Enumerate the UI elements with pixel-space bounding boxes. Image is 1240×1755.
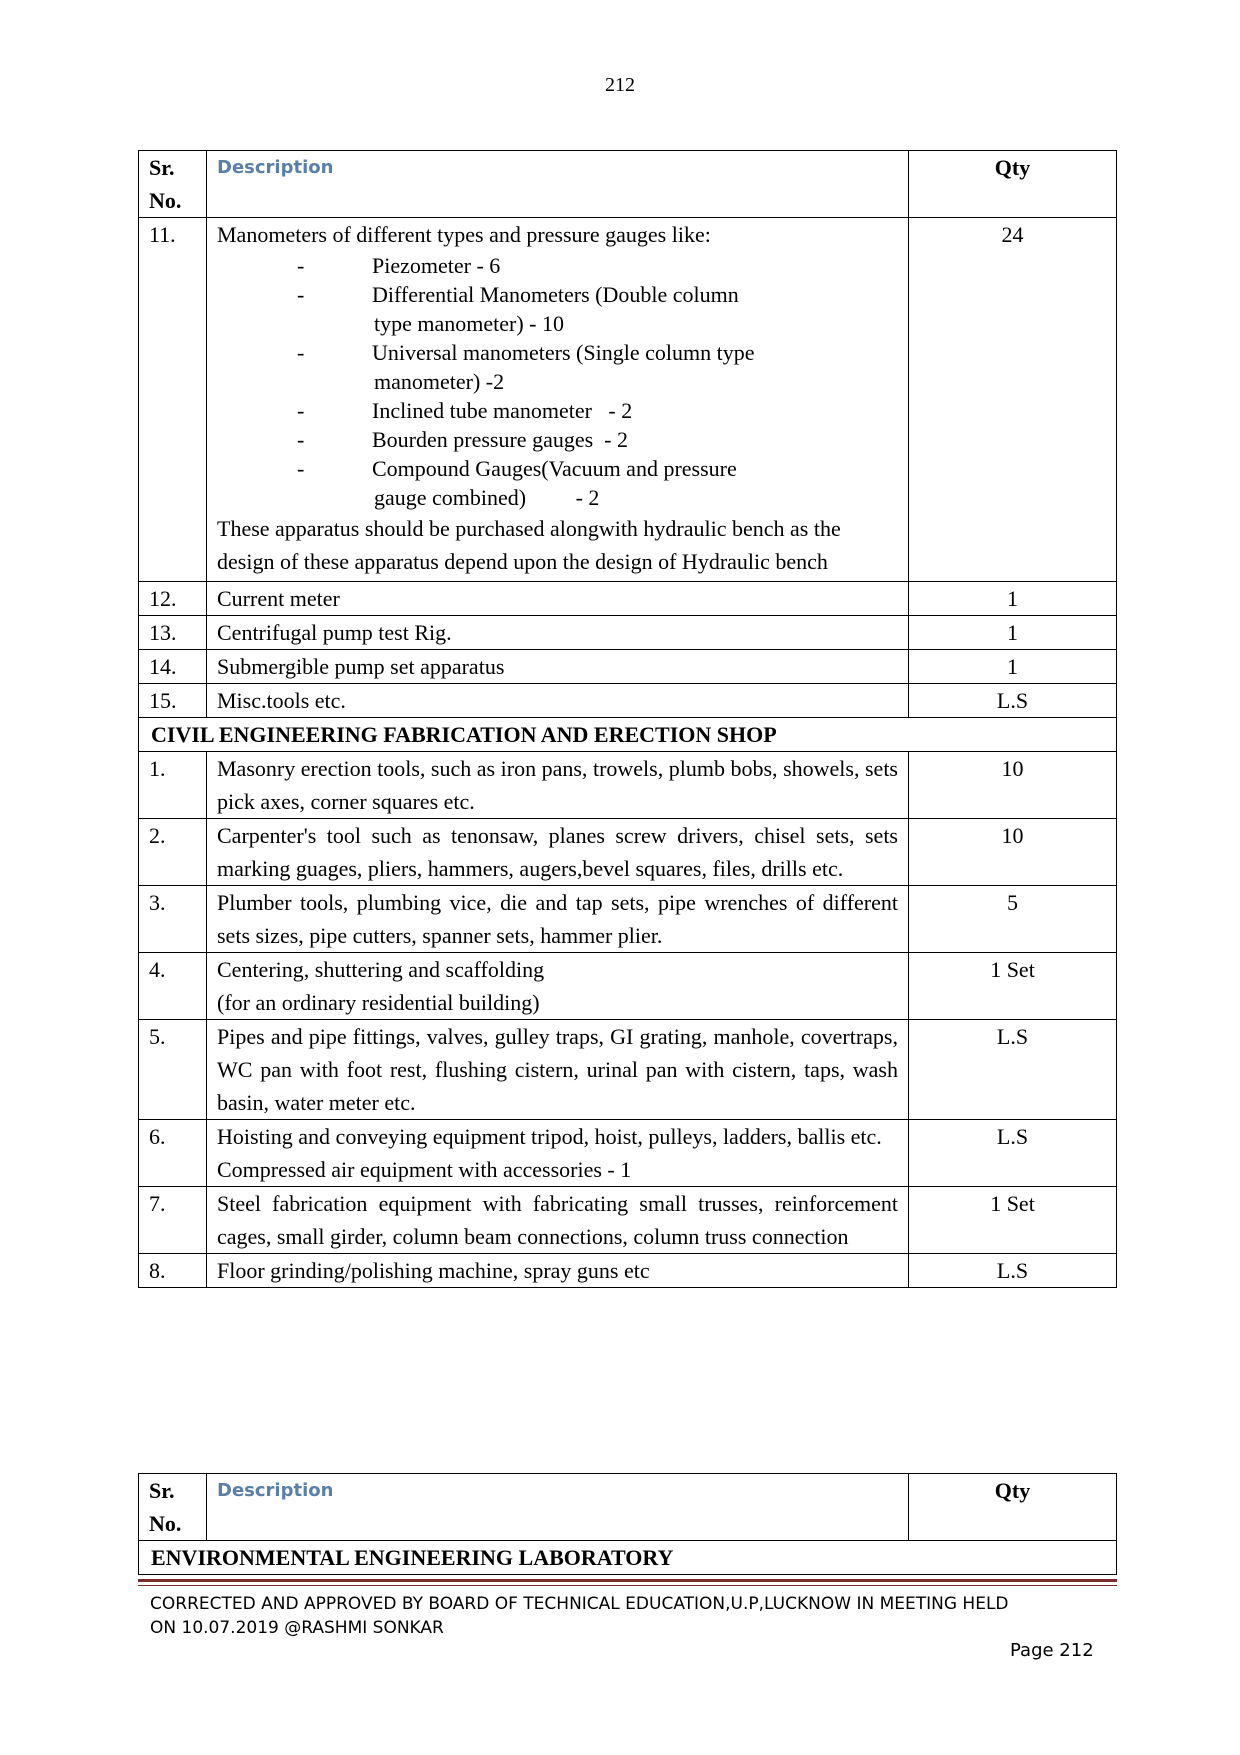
row-qty: 1 [909,650,1117,684]
row-description-line: Centering, shuttering and scaffolding [217,957,545,982]
row-sr: 8. [139,1254,207,1288]
header-description: Description [207,1474,909,1541]
row-sr: 12. [139,582,207,616]
item-intro: Manometers of different types and pressure gauges like: [217,222,711,247]
page-number-bottom: Page 212 [1010,1640,1094,1661]
section-header-row [139,1541,1117,1575]
sub-item: - Differential Manometers (Double column [297,282,739,307]
footer-rule-thin [138,1585,1117,1586]
equipment-table [138,150,1117,1288]
row-description [207,1120,909,1187]
row-qty: L.S [909,1020,1117,1120]
sub-item-continuation: type manometer) - 10 [374,311,564,336]
table-header-row [139,1474,1117,1541]
row-sr: 7. [139,1187,207,1254]
table-row [139,218,1117,582]
footer-approval-note [150,1592,1100,1640]
row-description [207,953,909,1020]
row-sr: 1. [139,752,207,819]
sub-item: - Bourden pressure gauges - 2 [297,427,628,452]
sub-item: - Inclined tube manometer - 2 [297,398,633,423]
row-description: Plumber tools, plumbing vice, die and tap sets, pipe wrenches of different sets sizes, pipe cutters, spanner sets, hammer plier. [207,886,909,953]
row-qty: 1 Set [909,953,1117,1020]
row-description: Misc.tools etc. [207,684,909,718]
table-row [139,650,1117,684]
row-description-line: Hoisting and conveying equipment tripod, hoist, pulleys, ladders, ballis etc. [217,1124,882,1149]
header-sr-no: Sr. No. [139,1474,207,1541]
row-qty: L.S [909,684,1117,718]
footer-line: ON 10.07.2019 @RASHMI SONKAR [150,1618,444,1638]
row-qty: 5 [909,886,1117,953]
section-header-row [139,718,1117,752]
row-qty: 10 [909,752,1117,819]
page-number-top: 212 [605,74,635,96]
row-description: Floor grinding/polishing machine, spray guns etc [207,1254,909,1288]
header-qty: Qty [909,1474,1117,1541]
row-sr: 2. [139,819,207,886]
row-description: Steel fabrication equipment with fabricating small trusses, reinforcement cages, small girder, column beam connections, column truss connection [207,1187,909,1254]
row-sr: 13. [139,616,207,650]
row-qty: 10 [909,819,1117,886]
row-description: Current meter [207,582,909,616]
table-header-row [139,151,1117,218]
row-sr: 11. [139,218,207,582]
row-description: Pipes and pipe fittings, valves, gulley traps, GI grating, manhole, covertraps, WC pan with foot rest, flushing cistern, urinal pan with cistern, taps, wash basin, water meter etc. [207,1020,909,1120]
table-row [139,886,1117,953]
sub-item: - Piezometer - 6 [297,253,501,278]
header-qty: Qty [909,151,1117,218]
header-sr-no: Sr. No. [139,151,207,218]
environmental-table [138,1473,1117,1575]
table-row [139,752,1117,819]
row-qty: 24 [909,218,1117,582]
table-row [139,684,1117,718]
footer-line: CORRECTED AND APPROVED BY BOARD OF TECHNICAL EDUCATION,U.P,LUCKNOW IN MEETING HELD [150,1594,1009,1614]
sub-item: - Universal manometers (Single column type [297,340,755,365]
row-description [207,218,909,582]
sub-item: - Compound Gauges(Vacuum and pressure [297,456,737,481]
table-row [139,819,1117,886]
row-qty: 1 [909,582,1117,616]
row-qty: L.S [909,1120,1117,1187]
sub-item-continuation: manometer) -2 [374,369,505,394]
row-description-line: (for an ordinary residential building) [217,990,540,1015]
row-description: Carpenter's tool such as tenonsaw, planes screw drivers, chisel sets, sets marking guages, pliers, hammers, augers,bevel squares, files, drills etc. [207,819,909,886]
row-qty: L.S [909,1254,1117,1288]
row-sr: 5. [139,1020,207,1120]
row-description-line: Compressed air equipment with accessories - 1 [217,1157,632,1182]
table-row [139,616,1117,650]
section-title: CIVIL ENGINEERING FABRICATION AND ERECTION SHOP [139,718,1117,752]
table-row [139,1020,1117,1120]
row-qty: 1 Set [909,1187,1117,1254]
header-description: Description [207,151,909,218]
table-row [139,1254,1117,1288]
section-title: ENVIRONMENTAL ENGINEERING LABORATORY [139,1541,1117,1575]
row-description: Centrifugal pump test Rig. [207,616,909,650]
row-sr: 3. [139,886,207,953]
table-row [139,582,1117,616]
row-sr: 14. [139,650,207,684]
footer-rule-thick [138,1579,1117,1582]
table-row [139,953,1117,1020]
row-description: Masonry erection tools, such as iron pans, trowels, plumb bobs, showels, sets pick axes, corner squares etc. [207,752,909,819]
row-sr: 15. [139,684,207,718]
row-description: Submergible pump set apparatus [207,650,909,684]
table-row [139,1120,1117,1187]
table-row [139,1187,1117,1254]
row-sr: 4. [139,953,207,1020]
row-sr: 6. [139,1120,207,1187]
row-qty: 1 [909,616,1117,650]
sub-item-continuation: gauge combined) - 2 [374,485,600,510]
item-note: These apparatus should be purchased alongwith hydraulic bench as the design of these apparatus depend upon the design of Hydraulic bench [217,516,841,574]
